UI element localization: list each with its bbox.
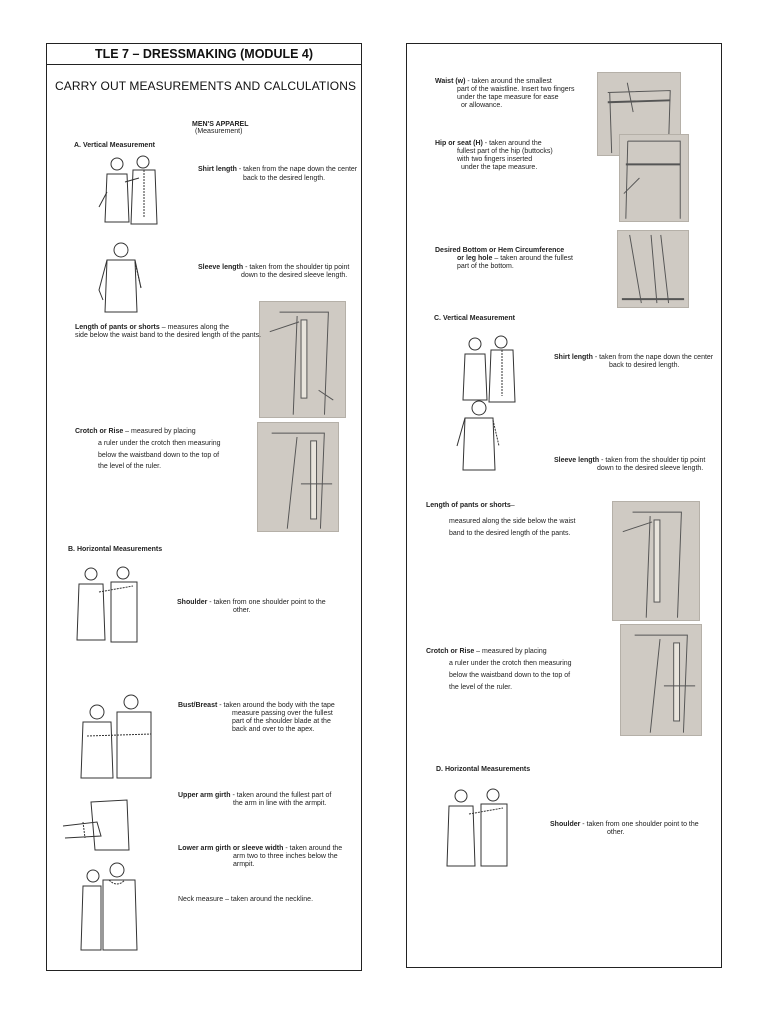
pants-length-text-1: Length of pants or shorts – measures along the [75, 324, 230, 331]
crotch-rise-photo [257, 422, 339, 532]
crotch-text-1: Crotch or Rise – measured by placing [75, 428, 196, 435]
pants-length-photo [259, 301, 346, 418]
section-c-label: C. Vertical Measurement [434, 315, 515, 322]
lower-arm-text-2: arm two to three inches below the [233, 853, 338, 860]
shirt-length-text-r1: Shirt length - taken from the nape down the center [554, 354, 714, 361]
left-page [46, 43, 362, 971]
sleeve-length-illustration [97, 240, 145, 316]
waist-text-4: or allowance. [461, 102, 503, 109]
page-title: TLE 7 – DRESSMAKING (MODULE 4) [47, 44, 361, 65]
hem-photo [617, 230, 689, 308]
upper-arm-text-2: the arm in line with the armpit. [233, 800, 327, 807]
bust-text-2: measure passing over the fullest [232, 710, 333, 717]
shoulder-text-2: other. [233, 607, 251, 614]
pants-length-text-r1: Length of pants or shorts– [426, 502, 515, 509]
pants-length-text-2: side below the waist band to the desired length of the pants. [75, 332, 262, 339]
shirt-length-text-2: back to the desired length. [243, 175, 326, 182]
lower-arm-text-3: armpit. [233, 861, 255, 868]
neck-text: Neck measure – taken around the neckline. [178, 896, 314, 903]
right-page [406, 43, 722, 968]
shirt-length-text-r2: back to desired length. [609, 362, 680, 369]
sleeve-length-text-r2: down to the desired sleeve length. [597, 465, 704, 472]
upper-arm-illustration [61, 796, 133, 852]
shoulder-illustration [71, 564, 143, 644]
section-d-label: D. Horizontal Measurements [436, 766, 531, 773]
shoulder-text-r1: Shoulder - taken from one shoulder point to the [550, 821, 699, 828]
pants-length-text-r3: band to the desired length of the pants. [449, 530, 571, 537]
crotch-text-4: the level of the ruler. [98, 463, 162, 470]
hip-text-2: fullest part of the hip (buttocks) [457, 148, 553, 155]
pants-length-photo-2 [612, 501, 700, 621]
shoulder-text-1: Shoulder - taken from one shoulder point to the [177, 599, 326, 606]
crotch-rise-photo-2 [620, 624, 702, 736]
crotch-text-r4: the level of the ruler. [449, 684, 513, 691]
hem-text-2: or leg hole – taken around the fullest [457, 255, 573, 262]
hem-text-1: Desired Bottom or Hem Circumference [435, 247, 565, 254]
shoulder-illustration-2 [441, 786, 513, 868]
apparel-subtitle: (Measurement) [195, 128, 243, 135]
hip-text-1: Hip or seat (H) - taken around the [435, 140, 542, 147]
crotch-text-r2: a ruler under the crotch then measuring [449, 660, 572, 667]
bust-text-3: part of the shoulder blade at the [232, 718, 331, 725]
section-a-label: A. Vertical Measurement [74, 142, 155, 149]
waist-text-1: Waist (w) - taken around the smallest [435, 78, 552, 85]
sleeve-length-text-2: down to the desired sleeve length. [241, 272, 348, 279]
crotch-text-r3: below the waistband down to the top of [449, 672, 571, 679]
crotch-text-2: a ruler under the crotch then measuring [98, 440, 221, 447]
lower-arm-text-1: Lower arm girth or sleeve width - taken around the [178, 845, 343, 852]
shirt-length-illustration [95, 152, 165, 228]
hip-text-3: with two fingers inserted [457, 156, 533, 163]
bust-text-4: back and over to the apex. [232, 726, 315, 733]
shirt-length-text-1: Shirt length - taken from the nape down the center [198, 166, 358, 173]
section-b-label: B. Horizontal Measurements [68, 546, 163, 553]
crotch-text-3: below the waistband down to the top of [98, 452, 220, 459]
hem-text-3: part of the bottom. [457, 263, 514, 270]
bust-illustration [67, 690, 157, 780]
pants-length-text-r2: measured along the side below the waist [449, 518, 576, 525]
hip-text-4: under the tape measure. [461, 164, 538, 171]
shirt-length-illustration-2 [455, 334, 521, 404]
sleeve-length-illustration-2 [455, 398, 501, 472]
upper-arm-text-1: Upper arm girth - taken around the fullest part of [178, 792, 332, 799]
waist-text-3: under the tape measure for ease [457, 94, 559, 101]
section-heading: CARRY OUT MEASUREMENTS AND CALCULATIONS [55, 79, 357, 93]
hip-photo [619, 134, 689, 222]
bust-text-1: Bust/Breast - taken around the body with the tape [178, 702, 335, 709]
shoulder-text-r2: other. [607, 829, 625, 836]
waist-text-2: part of the waistline. Insert two fingers [457, 86, 575, 93]
sleeve-length-text-1: Sleeve length - taken from the shoulder tip point [198, 264, 350, 271]
crotch-text-r1: Crotch or Rise – measured by placing [426, 648, 547, 655]
neck-illustration [77, 858, 141, 952]
apparel-title: MEN'S APPAREL [192, 121, 249, 128]
sleeve-length-text-r1: Sleeve length - taken from the shoulder tip point [554, 457, 706, 464]
